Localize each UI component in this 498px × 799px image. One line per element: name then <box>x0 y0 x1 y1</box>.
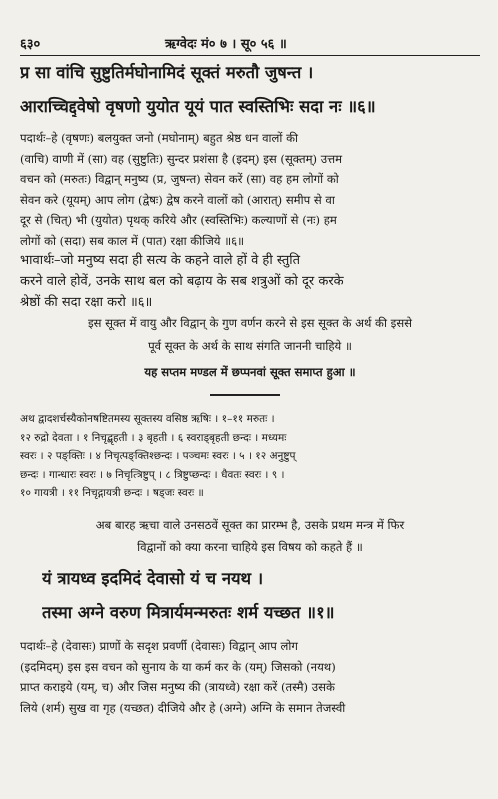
text-line: १२ रुद्रो देवता । १ निचृद्बृहती । ३ बृहती । ६ स्वराड्बृहती छन्दः । मध्यमः <box>20 431 287 444</box>
header-rule <box>20 55 480 56</box>
summary-line: इस सूक्त में वायु और विद्वान् के गुण वर्णन करने से इस सूक्त के अर्थ की इससे <box>87 316 413 330</box>
padartha-block <box>20 636 480 718</box>
summary-line: पूर्व सूक्त के अर्थ के साथ संगति जाननी चाहिये ॥ <box>148 339 352 353</box>
mantra-line: आराच्चिद्द्वेषो वृषणो युयोत यूयं पात स्वस्तिभिः सदा नः ॥६॥ <box>20 97 376 116</box>
mantra-line: तस्मा अग्ने वरुण मित्रार्यमन्मरुतः शर्म यच्छत ॥१॥ <box>42 603 335 622</box>
running-title: ऋग्वेदः मं० ७ । सू० ५६ ॥ <box>165 37 287 52</box>
text-line: करने वाले होवें, उनके साथ बल को बढ़ाय के सब शत्रुओं को दूर करके <box>20 274 344 289</box>
text-line: सेवन करे (यूयम्) आप लोग (द्वेषः) द्वेष करने वालों को (आरात्) समीप से वा <box>20 192 335 207</box>
text-line: पदार्थः–हे (देवासः) प्राणों के सदृश प्रवर्णी (देवासः) विद्वान् आप लोग <box>20 639 298 653</box>
sukta-intro <box>20 410 480 503</box>
transition-line: विद्वानों को क्या करना चाहिये इस विषय को कहते हैं ॥ <box>137 540 363 554</box>
sukta-end-line: यह सप्तम मण्डल में छप्पनवां सूक्त समाप्त हुआ ॥ <box>144 365 356 379</box>
text-line: दूर से (चित्) भी (युयोत) पृथक् करिये और (स्वस्तिभिः) कल्याणों से (नः) हम <box>20 213 337 227</box>
text-line: लिये (शर्म) सुख वा गृह (यच्छत) दीजिये और हे (अग्ने) अग्नि के समान तेजस्वी <box>20 700 346 715</box>
text-line: प्राप्त कराइये (यम्, च) और जिस मनुष्य की (त्रायध्वे) रक्षा करें (तस्मै) उसके <box>20 680 335 694</box>
transition-line: अब बारह ऋचा वाले उनसठवें सूक्त का प्रारम्भ है, उसके प्रथम मन्त्र में फिर <box>95 518 405 532</box>
bhavartha-block <box>20 250 480 313</box>
text-line: स्वरः । २ पङ्क्तिः । ४ निचृत्पङ्क्तिश्छन्दः । पञ्चमः स्वरः । ५ । १२ अनुष्टुप् <box>20 450 296 462</box>
text-line: श्रेष्ठों की सदा रक्षा करो ॥६॥ <box>20 295 153 310</box>
text-line: भावार्थः–जो मनुष्य सदा ही सत्य के कहने वाले हों वे ही स्तुति <box>20 253 301 268</box>
page-number: ६३० <box>20 37 41 52</box>
text-line: वचन को (मरुतः) विद्वान् मनुष्य (प्र, जुषन्त) सेवन करें (सा) वह हम लोगों को <box>20 172 339 186</box>
section-separator <box>210 394 280 396</box>
text-line: पदार्थः–हे (वृषणः) बलयुक्त जनो (मघोनाम्) बहुत श्रेष्ठ धन वालों की <box>20 131 299 145</box>
text-line: १० गायत्री । ११ निचृद्गायत्री छन्दः । षड्जः स्वरः ॥ <box>20 487 204 499</box>
mantra-line: प्र सा वांचि सुष्टुतिर्मघोनामिदं सूक्तं मरुतौ जुषन्त । <box>20 63 314 82</box>
page-header <box>20 34 480 54</box>
text-line: (इदमिदम्) इस इस वचन को सुनाय के या कर्म कर के (यम्) जिसको (नयथ) <box>20 659 336 674</box>
text-line: लोगों को (सदा) सब काल में (पात) रक्षा कीजिये ॥६॥ <box>20 233 245 248</box>
mantra-line: यं त्रायध्व इदमिदं देवासो यं च नयथ । <box>42 569 264 588</box>
text-line: छन्दः । गान्धारः स्वरः । ७ निचृत्त्रिष्टुप् । ८ त्रिष्टुप्छन्दः । धैवतः स्वरः । ९ । <box>20 468 285 481</box>
text-line: (वाचि) वाणी में (सा) वह (सुष्टुतिः) सुन्दर प्रशंसा है (इदम्) इस (सूक्तम्) उत्तम <box>20 151 343 166</box>
text-line: अथ द्वादशर्चस्यैकोनषष्टितमस्य सूक्तस्य वसिष्ठ ऋषिः । १–११ मरुतः । <box>20 413 275 425</box>
padartha-block <box>20 128 480 251</box>
